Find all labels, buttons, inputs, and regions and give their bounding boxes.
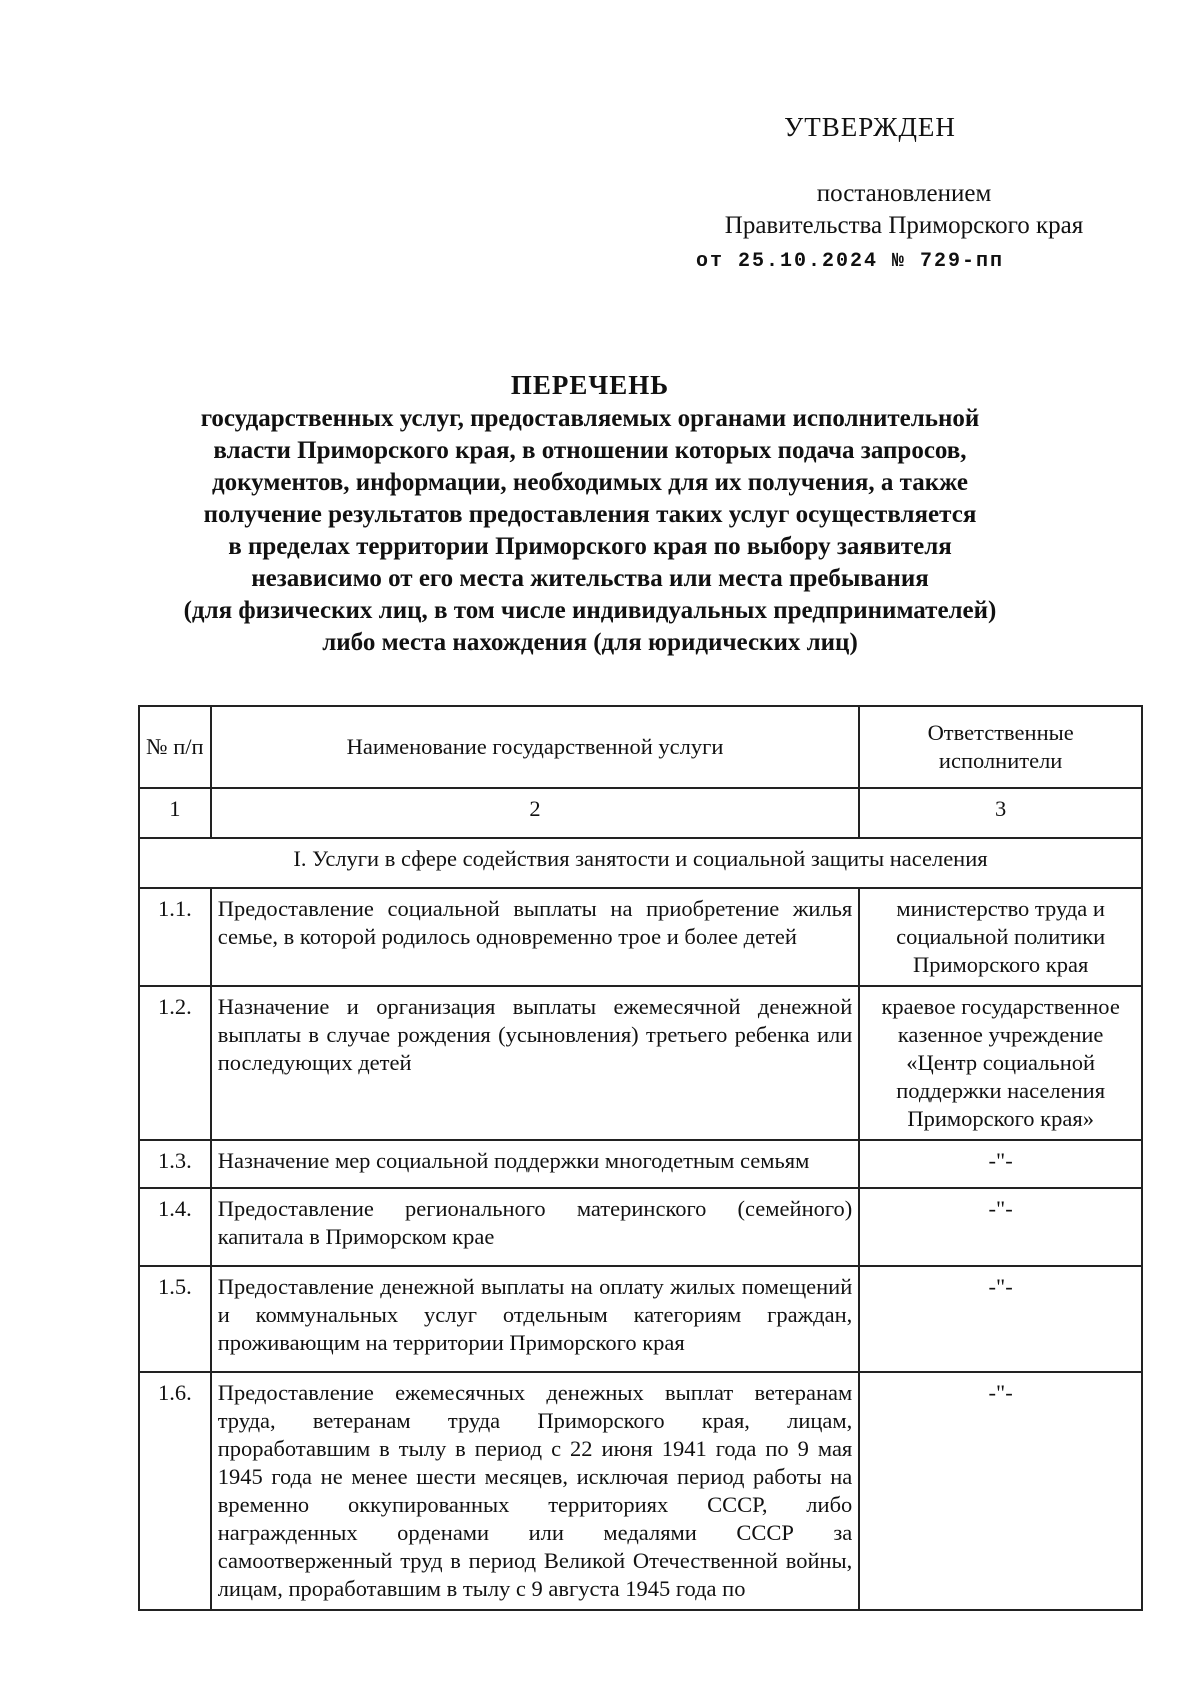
row-executor: министерство труда и социальной политики Приморского края <box>859 888 1142 986</box>
row-executor: -"- <box>859 1266 1142 1372</box>
column-number: 1 <box>139 788 211 838</box>
heading-line: независимо от его места жительства или места пребывания <box>251 565 929 592</box>
column-number: 2 <box>211 788 860 838</box>
heading-line: получение результатов предоставления таких услуг осуществляется <box>203 501 977 528</box>
column-number: 3 <box>859 788 1142 838</box>
heading-main: ПЕРЕЧЕНЬ <box>510 370 670 400</box>
section-row <box>139 838 1142 888</box>
approval-title: УТВЕРЖДЕН <box>784 112 956 142</box>
row-service-name: Назначение мер социальной поддержки многодетным семьям <box>211 1140 860 1188</box>
row-number: 1.3. <box>139 1140 211 1188</box>
heading-line: в пределах территории Приморского края по выбору заявителя <box>228 533 952 560</box>
section-title: I. Услуги в сфере содействия занятости и социальной защиты населения <box>139 838 1142 888</box>
row-executor: -"- <box>859 1372 1142 1610</box>
document-heading <box>140 370 1040 659</box>
header-executors: Ответственные исполнители <box>859 706 1142 788</box>
row-service-name: Предоставление регионального материнского (семейного) капитала в Приморском крае <box>211 1188 860 1266</box>
table-row <box>139 888 1142 986</box>
heading-line: государственных услуг, предоставляемых органами исполнительной <box>200 405 980 432</box>
row-executor: -"- <box>859 1140 1142 1188</box>
row-service-name: Предоставление социальной выплаты на приобретение жилья семье, в которой родилось одновременно трое и более детей <box>211 888 860 986</box>
header-service-name: Наименование государственной услуги <box>211 706 860 788</box>
approval-government: Правительства Приморского края <box>724 212 1084 239</box>
table-row <box>139 1140 1142 1188</box>
table-row <box>139 1188 1142 1266</box>
table-row <box>139 1372 1142 1610</box>
heading-line: власти Приморского края, в отношении которых подача запросов, <box>213 437 967 464</box>
row-executor: -"- <box>859 1188 1142 1266</box>
table-row <box>139 1266 1142 1372</box>
row-number: 1.5. <box>139 1266 211 1372</box>
heading-line: либо места нахождения (для юридических лиц) <box>322 629 858 656</box>
approval-by: постановлением <box>816 180 992 207</box>
heading-line: (для физических лиц, в том числе индивидуальных предпринимателей) <box>183 597 997 624</box>
row-service-name: Предоставление денежной выплаты на оплату жилых помещений и коммунальных услуг отдельным категориям граждан, проживающим на территории Приморского края <box>211 1266 860 1372</box>
row-service-name: Предоставление ежемесячных денежных выплат ветеранам труда, ветеранам труда Приморского края, лицам, проработавшим в тылу в период с 22 июня 1941 года по 9 мая 1945 года не менее шести месяцев, исключая период работы на временно оккупированных территориях СССР, либо награжденных орденами или медалями СССР за самоотверженный труд в период Великой Отечественной войны, лицам, проработавшим в тылу с 9 августа 1945 года по <box>211 1372 860 1610</box>
table-row <box>139 986 1142 1140</box>
table-header-row <box>139 706 1142 788</box>
row-service-name: Назначение и организация выплаты ежемесячной денежной выплаты в случае рождения (усыновления) третьего ребенка или последующих детей <box>211 986 860 1140</box>
column-number-row <box>139 788 1142 838</box>
header-number: № п/п <box>139 706 211 788</box>
services-table <box>138 705 1143 1611</box>
row-number: 1.6. <box>139 1372 211 1610</box>
row-number: 1.4. <box>139 1188 211 1266</box>
row-number: 1.1. <box>139 888 211 986</box>
approval-number: от 25.10.2024 № 729-пп <box>695 250 1005 273</box>
heading-line: документов, информации, необходимых для их получения, а также <box>211 469 969 496</box>
row-number: 1.2. <box>139 986 211 1140</box>
row-executor: краевое государственное казенное учреждение «Центр социальной поддержки населения Приморского края» <box>859 986 1142 1140</box>
